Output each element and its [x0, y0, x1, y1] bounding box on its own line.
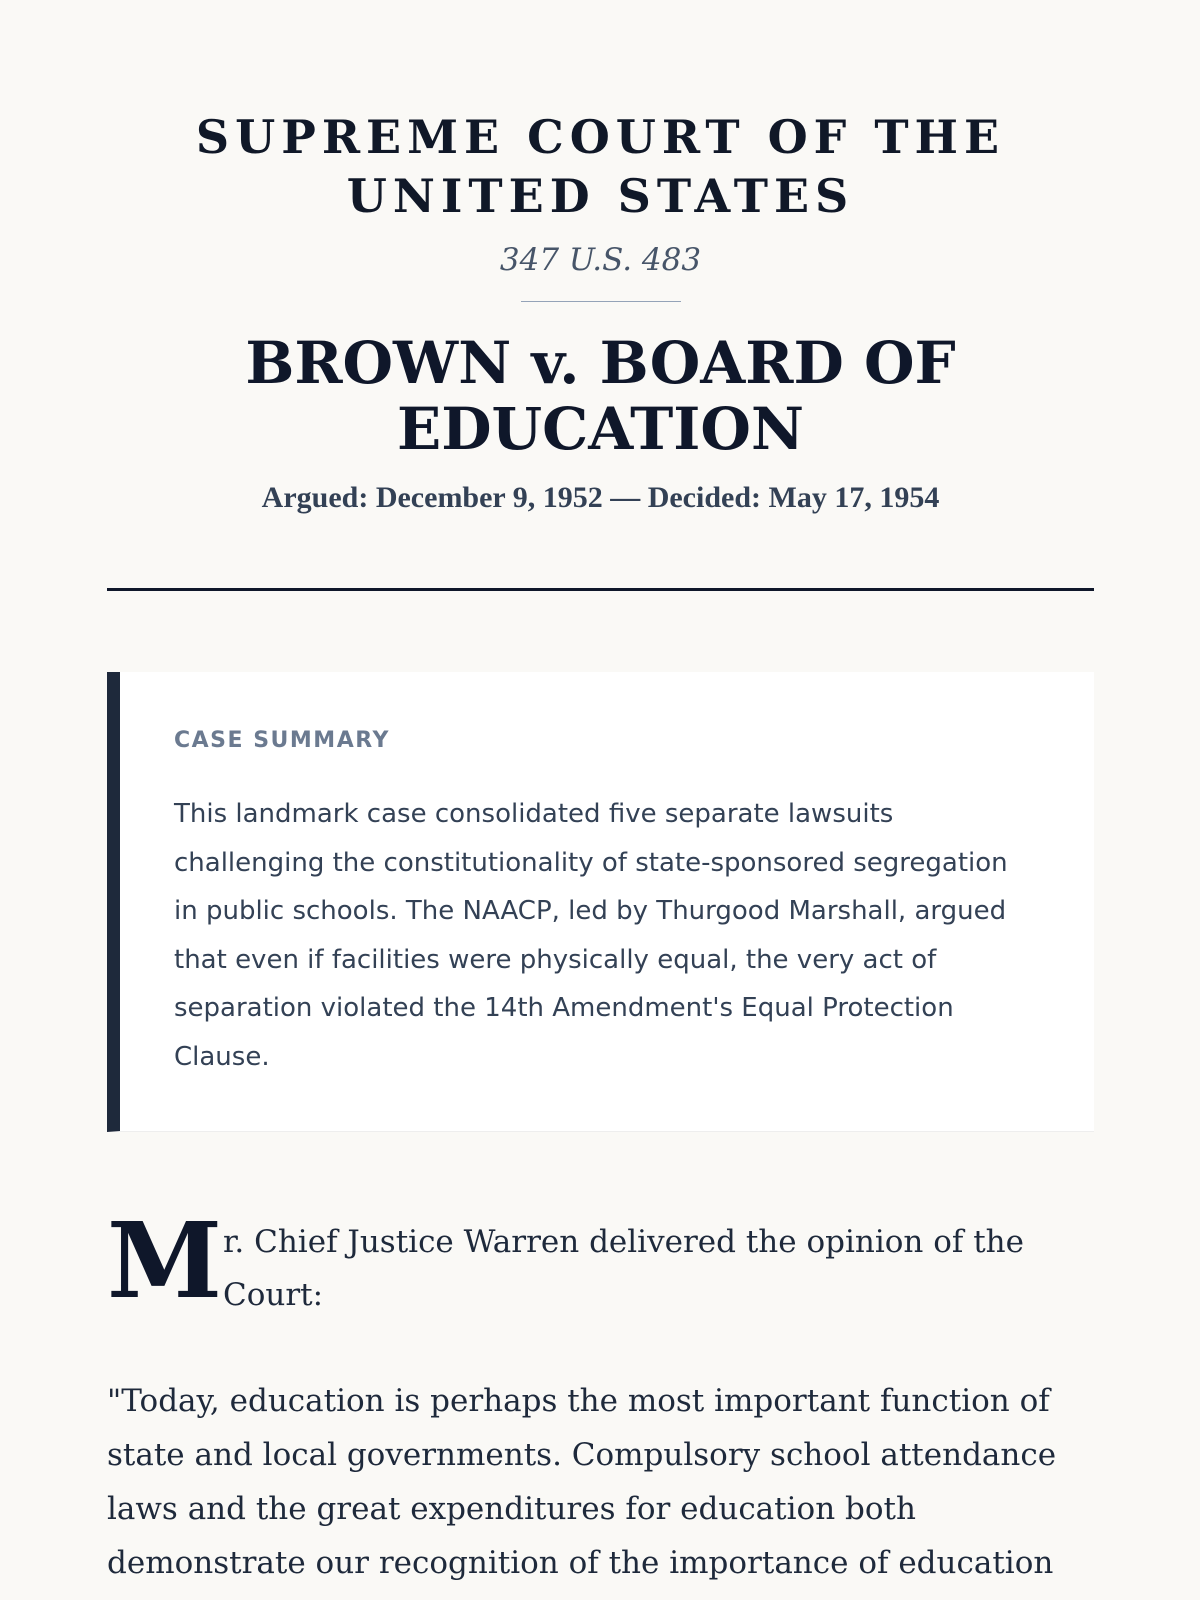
case-dates: Argued: December 9, 1952 — Decided: May 17, 1954	[261, 481, 940, 514]
header-divider	[521, 301, 681, 302]
opinion-quote: "Today, education is perhaps the most important function of state and local governments. Compulsory school attendance laws and the great expenditures for education both demonstrate our recognition of the importance of education	[107, 1383, 1057, 1581]
drop-cap: M	[107, 1199, 223, 1322]
case-summary-text: This landmark case consolidated five separate lawsuits challenging the constitutionality of state-sponsored segregation in public schools. The NAACP, led by Thurgood Marshall, argued that even if facilities were physically equal, the very act of separation violated the 14th Amendment's Equal Protection Clause.	[174, 799, 1008, 1072]
document-page	[107, 0, 1094, 1581]
document-header	[107, 0, 1094, 516]
case-summary-box	[107, 672, 1094, 1132]
case-title: BROWN v. BOARD OF EDUCATION	[245, 329, 956, 463]
opinion-intro-text: r. Chief Justice Warren delivered the opinion of the Court:	[223, 1224, 1024, 1313]
court-name: SUPREME COURT OF THE UNITED STATES	[195, 110, 1006, 223]
case-citation: 347 U.S. 483	[499, 242, 702, 278]
opinion-intro	[107, 1199, 1094, 1322]
case-summary-label: CASE SUMMARY	[174, 728, 390, 753]
section-divider	[107, 588, 1094, 591]
